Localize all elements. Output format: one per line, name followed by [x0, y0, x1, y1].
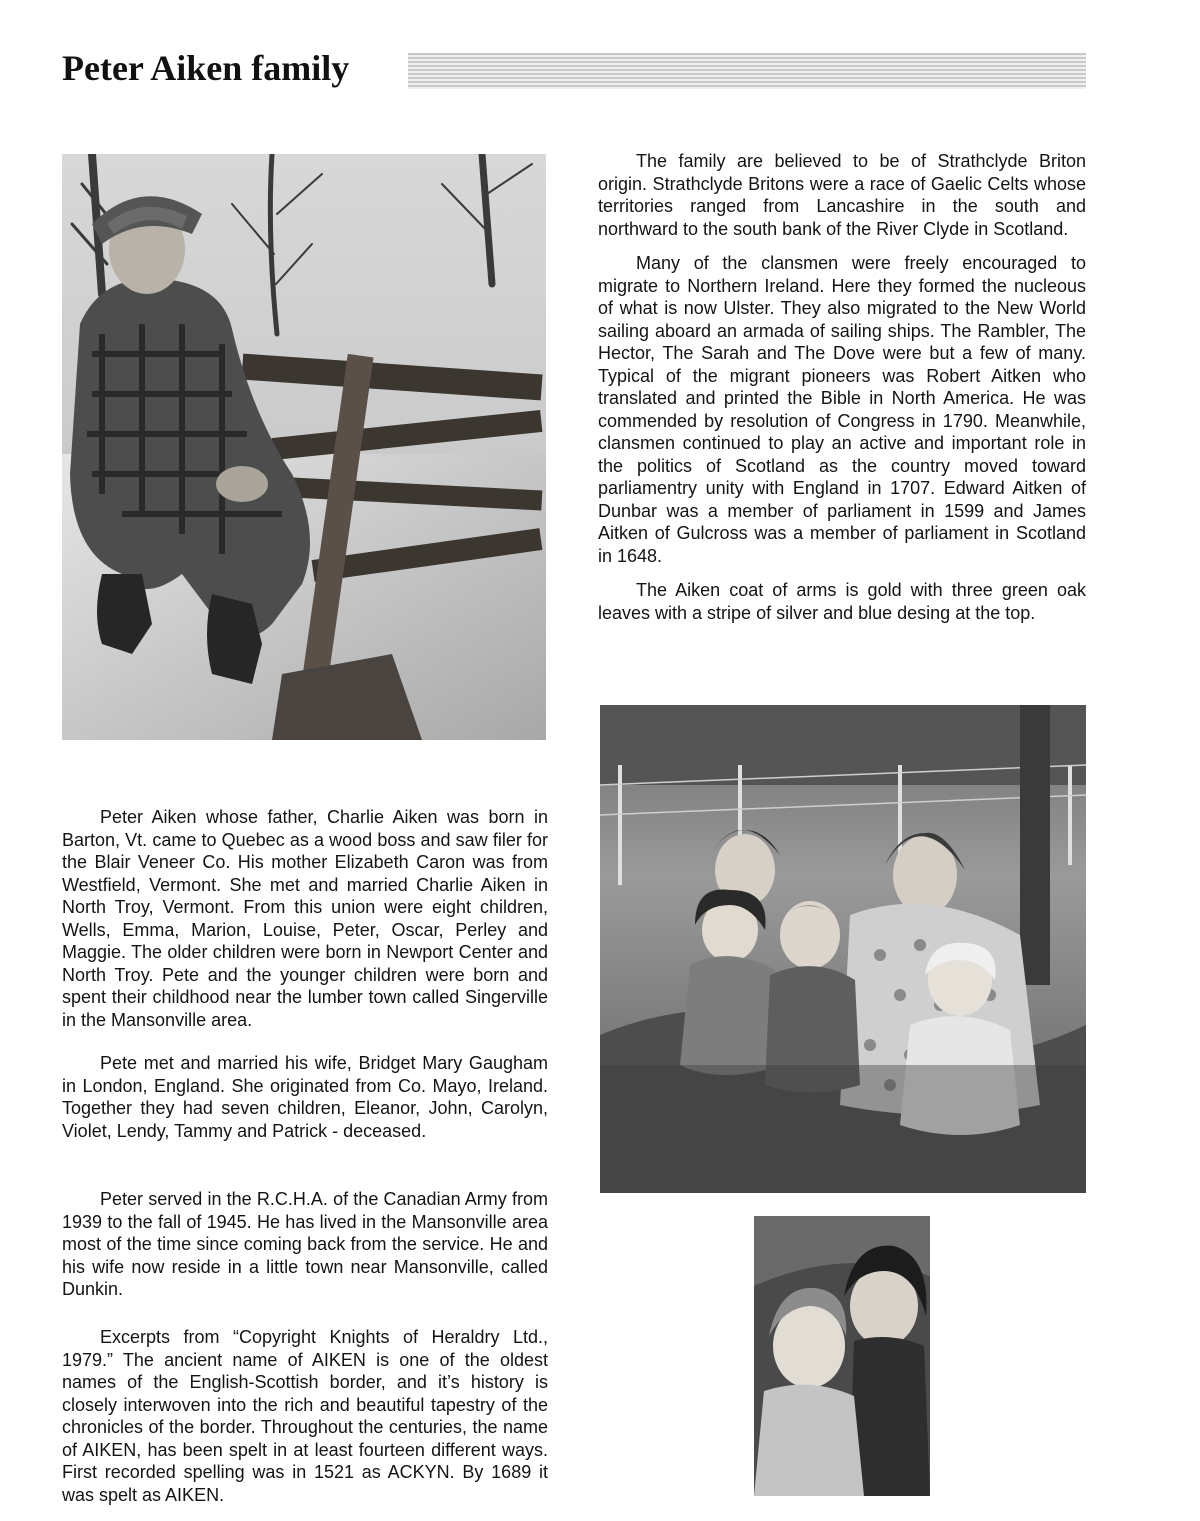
left-paragraph: Pete met and married his wife, Bridget Mary Gaugham in London, England. She originated from Co. Mayo, Ireland. Together they had seven children, Eleanor, John, Carolyn, Violet, Lendy, Tammy and Patrick - deceased. — [62, 1053, 548, 1141]
right-paragraph: The Aiken coat of arms is gold with three green oak leaves with a stripe of silver and blue desing at the top. — [598, 580, 1086, 623]
right-paragraph: The family are believed to be of Strathclyde Briton origin. Strathclyde Britons were a race of Gaelic Celts whose territories ranged from Lancashire in the south and northward to the south bank of the River Clyde in Scotland. — [598, 151, 1086, 239]
left-paragraph: Peter Aiken whose father, Charlie Aiken was born in Barton, Vt. came to Quebec as a wood boss and saw filer for the Blair Veneer Co. His mother Elizabeth Caron was from Westfield, Vermont. She met and married Charlie Aiken in North Troy, Vermont. From this union were eight children, Wells, Emma, Marion, Louise, Peter, Oscar, Perley and Maggie. The older children were born in Newport Center and North Troy. Pete and the younger children were born and spent their childhood near the lumber town called Singerville in the Mansonville area. — [62, 807, 548, 1030]
left-paragraph: Peter served in the R.C.H.A. of the Canadian Army from 1939 to the fall of 1945. He has lived in the Mansonville area most of the time since coming back from the service. He and his wife now reside in a little town near Mansonville, called Dunkin. — [62, 1189, 548, 1299]
photo-family-group — [600, 705, 1086, 1193]
left-paragraph: Excerpts from “Copyright Knights of Heraldry Ltd., 1979.” The ancient name of AIKEN is one of the oldest names of the English-Scottish border, and it’s history is closely interwoven into the rich and beautiful tapestry of the chronicles of the border. Throughout the centuries, the name of AIKEN, has been spelt in at least fourteen different ways. First recorded spelling was in 1521 as ACKYN. By 1689 it was spelt as AIKEN. — [62, 1327, 548, 1505]
page-title: Peter Aiken family — [62, 48, 350, 88]
title-rule-decoration — [408, 53, 1086, 89]
photo-two-children — [754, 1216, 930, 1496]
photo-man-by-fence — [62, 154, 546, 740]
right-paragraph: Many of the clansmen were freely encouraged to migrate to Northern Ireland. Here they formed the nucleous of what is now Ulster. They also migrated to the New World sailing aboard an armada of sailing ships. The Rambler, The Hector, The Sarah and The Dove were but a few of many. Typical of the migrant pioneers was Robert Aitken who translated and printed the Bible in North America. He was commended by resolution of Congress in 1790. Meanwhile, clansmen continued to play an active and important role in the politics of Scotland as the country moved toward parliamentry unity with England in 1707. Edward Aitken of Dunbar was a member of parliament in 1599 and James Aitken of Gulcross was a member of parliament in Scotland in 1648. — [598, 253, 1086, 566]
right-text-column — [598, 150, 1086, 624]
